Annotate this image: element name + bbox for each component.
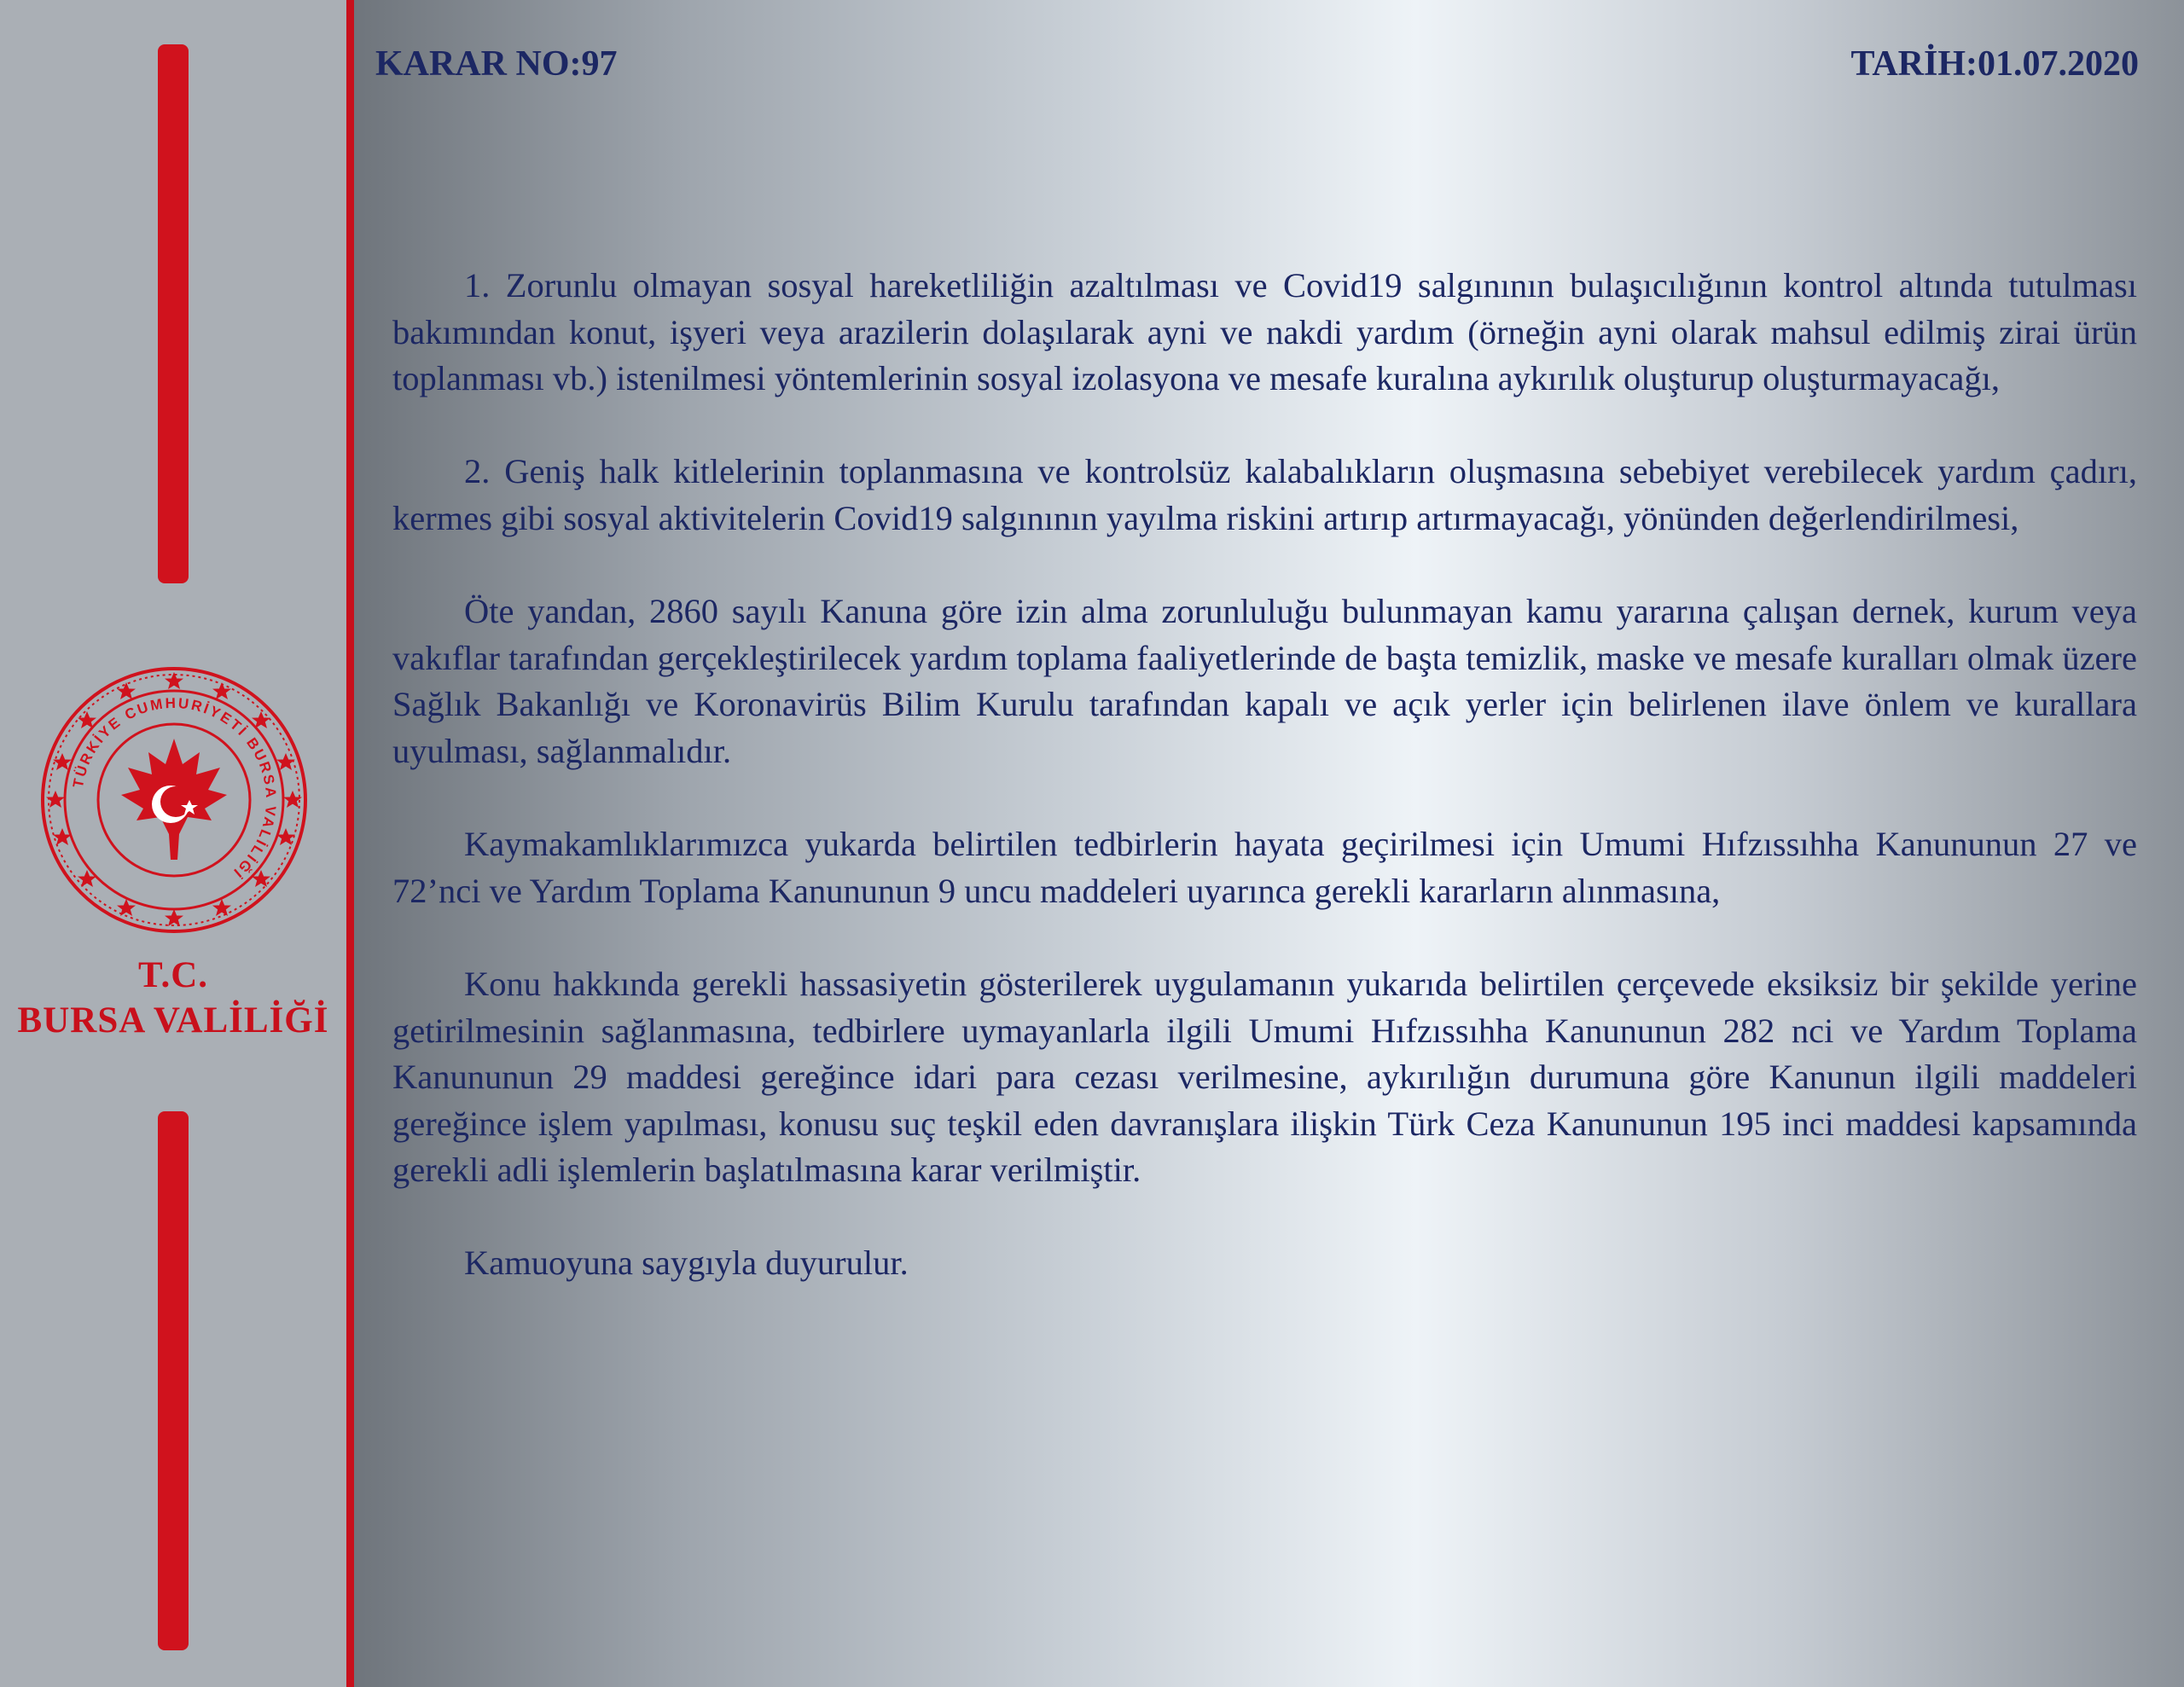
left-sidebar (0, 0, 346, 1687)
decision-number: KARAR NO:97 (375, 44, 618, 84)
red-divider-line (346, 0, 354, 1687)
paragraph-3: Öte yandan, 2860 sayılı Kanuna göre izin alma zorunluluğu bulunmayan kamu yararına çalışan dernek, kurum veya vakıflar tarafından gerçekleştirilecek yardım toplama faaliyetlerinde de başta temizlik, maske ve mesafe kuralları olmak üzere Sağlık Bakanlığı ve Koronavirüs Bilim Kurulu tarafından kapalı ve açık yerler için belirlenen ilave önlem ve kurallara uyulması, sağlanmalıdır. (392, 592, 2137, 770)
svg-text:TÜRKİYE CUMHURİYETİ BURSA VALİ: TÜRKİYE CUMHURİYETİ BURSA VALİLİĞİ (69, 694, 280, 883)
paragraph-1: 1. Zorunlu olmayan sosyal hareketliliğin azaltılması ve Covid19 salgınının bulaşıcılığının kontrol altında tutulması bakımından konut, işyeri veya arazilerin dolaşılarak ayni ve nakdi yardım (örneğin ayni olarak mahsul edilmiş zirai ürün toplanması vb.) istenilmesi yöntemlerinin sosyal izolasyona ve mesafe kuralına aykırılık oluşturup oluşturmayacağı, (392, 266, 2137, 398)
paragraph-5: Konu hakkında gerekli hassasiyetin gösterilerek uygulamanın yukarıda belirtilen çerçevede eksiksiz bir şekilde yerine getirilmesinin sağlanmasına, tedbirlere uymayanlarla ilgili Umumi Hıfzıssıhha Kanununun 282 nci ve Yardım Toplama Kanununun 29 maddesi gereğince idari para cezası verilmesine, aykırılığın durumuna göre Kanunun ilgili maddeleri gereğince işlem yapılması, konusu suç teşkil eden davranışlara ilişkin Türk Ceza Kanununun 195 inci maddesi kapsamında gerekli adli işlemlerin başlatılmasına karar verilmiştir. (392, 964, 2137, 1190)
emblem-title-tc: T.C. (137, 955, 209, 995)
closing-statement: Kamuoyuna saygıyla duyurulur. (464, 1244, 909, 1283)
red-vertical-bar-top (158, 44, 189, 583)
decision-date: TARİH:01.07.2020 (1850, 44, 2139, 84)
decision-body (392, 263, 2137, 1287)
governorship-emblem-icon (38, 664, 311, 936)
red-vertical-bar-bottom (158, 1111, 189, 1650)
paragraph-2: 2. Geniş halk kitlelerinin toplanmasına ve kontrolsüz kalabalıkların oluşmasına sebebiyet verebilecek yardım çadırı, kermes gibi sosyal aktivitelerin Covid19 salgınının yayılma riskini artırıp artırmayacağı, yönünden değerlendirilmesi, (392, 452, 2137, 537)
paragraph-4: Kaymakamlıklarımızca yukarda belirtilen tedbirlerin hayata geçirilmesi için Umumi Hıfzıssıhha Kanununun 27 ve 72’nci ve Yardım Toplama Kanununun 9 uncu maddeleri uyarınca gerekli kararların alınmasına, (392, 825, 2137, 910)
emblem-title-governorship: BURSA VALİLİĞİ (17, 1000, 329, 1041)
